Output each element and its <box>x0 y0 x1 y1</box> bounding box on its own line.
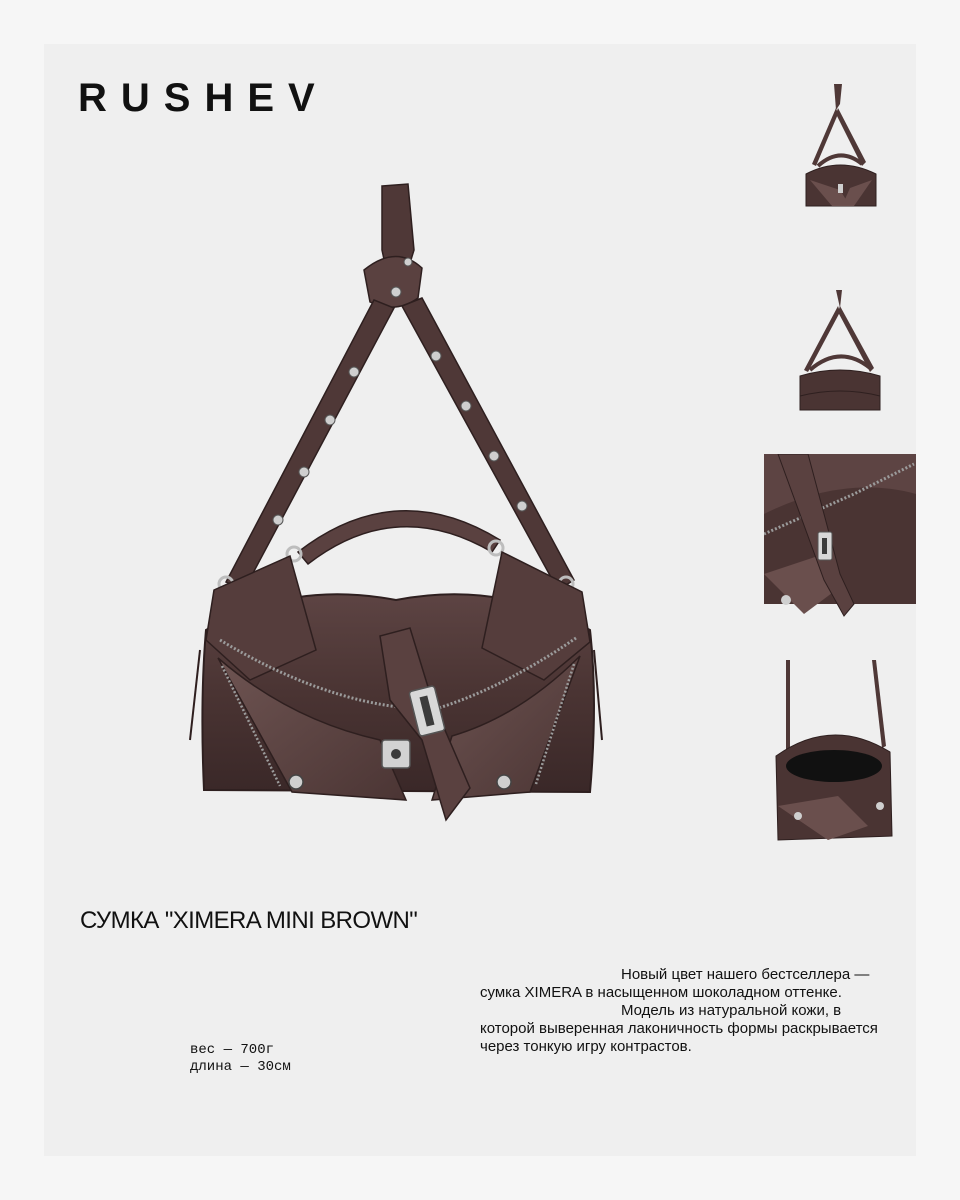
thumbnail-open-interior[interactable] <box>768 656 896 846</box>
description-paragraph-1: Новый цвет нашего бестселлера — сумка XIMERA в насыщенном шоколадном оттенке. <box>480 966 870 1001</box>
spec-length: длина — 30см <box>190 1059 291 1075</box>
product-title: СУМКА "XIMERA MINI BROWN" <box>80 907 418 934</box>
description-paragraph-2: Модель из натуральной кожи, в которой выверенная лаконичность формы раскрывается через тонкую игру контрастов. <box>480 1002 878 1055</box>
thumbnail-front-view[interactable] <box>796 80 886 215</box>
thumbnail-back-view[interactable] <box>792 286 888 416</box>
hero-bag-image <box>170 180 620 830</box>
thumbnail-buckle-detail[interactable] <box>764 454 916 620</box>
product-specs <box>190 1042 291 1076</box>
spec-weight: вес — 700г <box>190 1042 275 1058</box>
product-description <box>480 966 880 1056</box>
brand-logo: RUSHEV <box>78 76 329 120</box>
